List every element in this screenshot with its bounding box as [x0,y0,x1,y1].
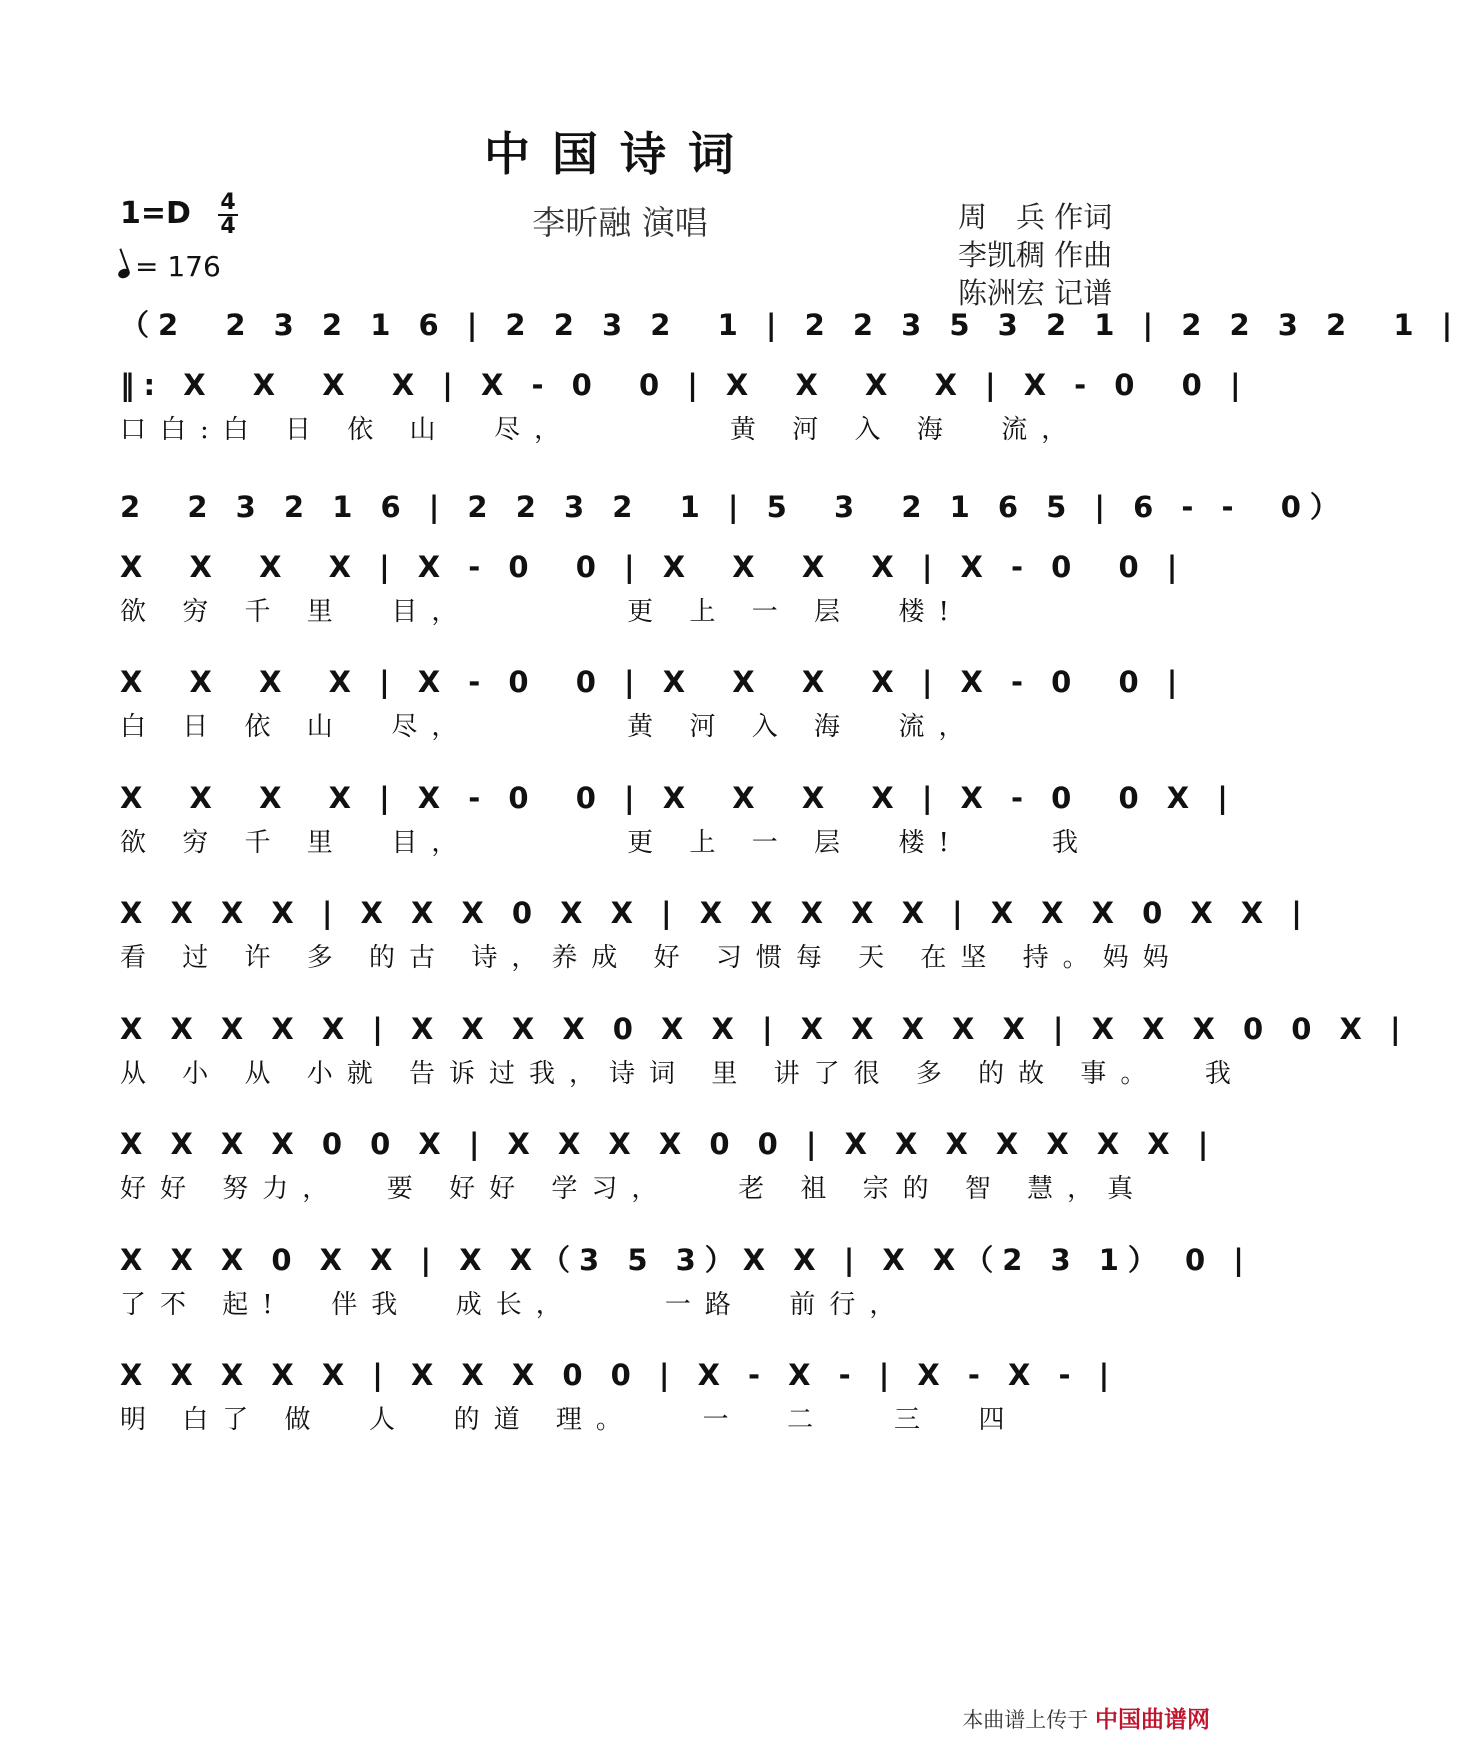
page-title: 中国诗词 [484,127,756,181]
lyric-line: 白 日 依 山 尽， 黄 河 入 海 流， [120,712,979,742]
lyric-line: 了不 起! 伴我 成长， 一路 前行， [120,1290,910,1320]
tempo-value: = 176 [135,250,221,283]
performer: 李昕融 演唱 [532,203,708,242]
time-signature-top: 4 [218,192,238,216]
lyricist: 周 兵 作词 [958,200,1113,234]
notation-line: X X X X X | X X X X 0 X X | X X X X X | X X X 0 0 X | [120,1012,1410,1046]
footer [962,1701,1210,1734]
credits [958,198,1112,312]
lyric-line: 欲 穷 千 里 目， 更 上 一 层 楼! [120,597,963,627]
upload-note: 本曲谱上传于 [962,1708,1089,1732]
notation-line: X X X X | X - 0 0 | X X X X | X - 0 0 | [120,665,1187,699]
lyric-line: 好好 努力， 要 好好 学习， 老 祖 宗的 智 慧，真 [120,1174,1148,1204]
site-logo: 中国曲谱网 [1095,1706,1210,1733]
notation-line: X X X 0 X X | X X（3 5 3）X X | X X（2 3 1） 0 | [120,1243,1253,1277]
lyric-line: 看 过 许 多 的古 诗，养成 好 习惯每 天 在坚 持。妈妈 [120,943,1183,973]
notation-line: X X X X X | X X X 0 0 | X - X - | X - X - | [120,1358,1119,1392]
transcriber: 陈洲宏 记谱 [958,276,1113,310]
notation-line: （2 2 3 2 1 6 | 2 2 3 2 1 | 2 2 3 5 3 2 1 | 2 2 3 2 1 | [120,308,1461,342]
quarter-note-icon [117,267,131,280]
key-signature: 1=D [120,196,191,231]
time-signature-bottom: 4 [220,214,236,239]
notation-line: X X X X 0 0 X | X X X X 0 0 | X X X X X X X | [120,1127,1218,1161]
notation-line: X X X X | X X X 0 X X | X X X X X | X X X 0 X X | [120,896,1311,930]
lyric-line: 明 白了 做 人 的道 理。 一 二 三 四 [120,1405,1019,1435]
notation-line: X X X X | X - 0 0 | X X X X | X - 0 0 | [120,550,1187,584]
lyric-line: 从 小 从 小就 告诉过我，诗词 里 讲了很 多 的故 事。 我 [120,1059,1245,1089]
tempo-marking [118,250,221,283]
notation-line: X X X X | X - 0 0 | X X X X | X - 0 0 X | [120,781,1237,815]
lyric-line: 欲 穷 千 里 目， 更 上 一 层 楼! 我 [120,828,1093,858]
notation-line: ‖: X X X X | X - 0 0 | X X X X | X - 0 0 | [120,368,1250,402]
composer: 李凯稠 作曲 [958,238,1113,272]
lyric-line: 口白:白 日 依 山 尽， 黄 河 入 海 流， [120,415,1082,445]
notation-line: 2 2 3 2 1 6 | 2 2 3 2 1 | 5 3 2 1 6 5 | 6 - - 0） [120,490,1348,524]
